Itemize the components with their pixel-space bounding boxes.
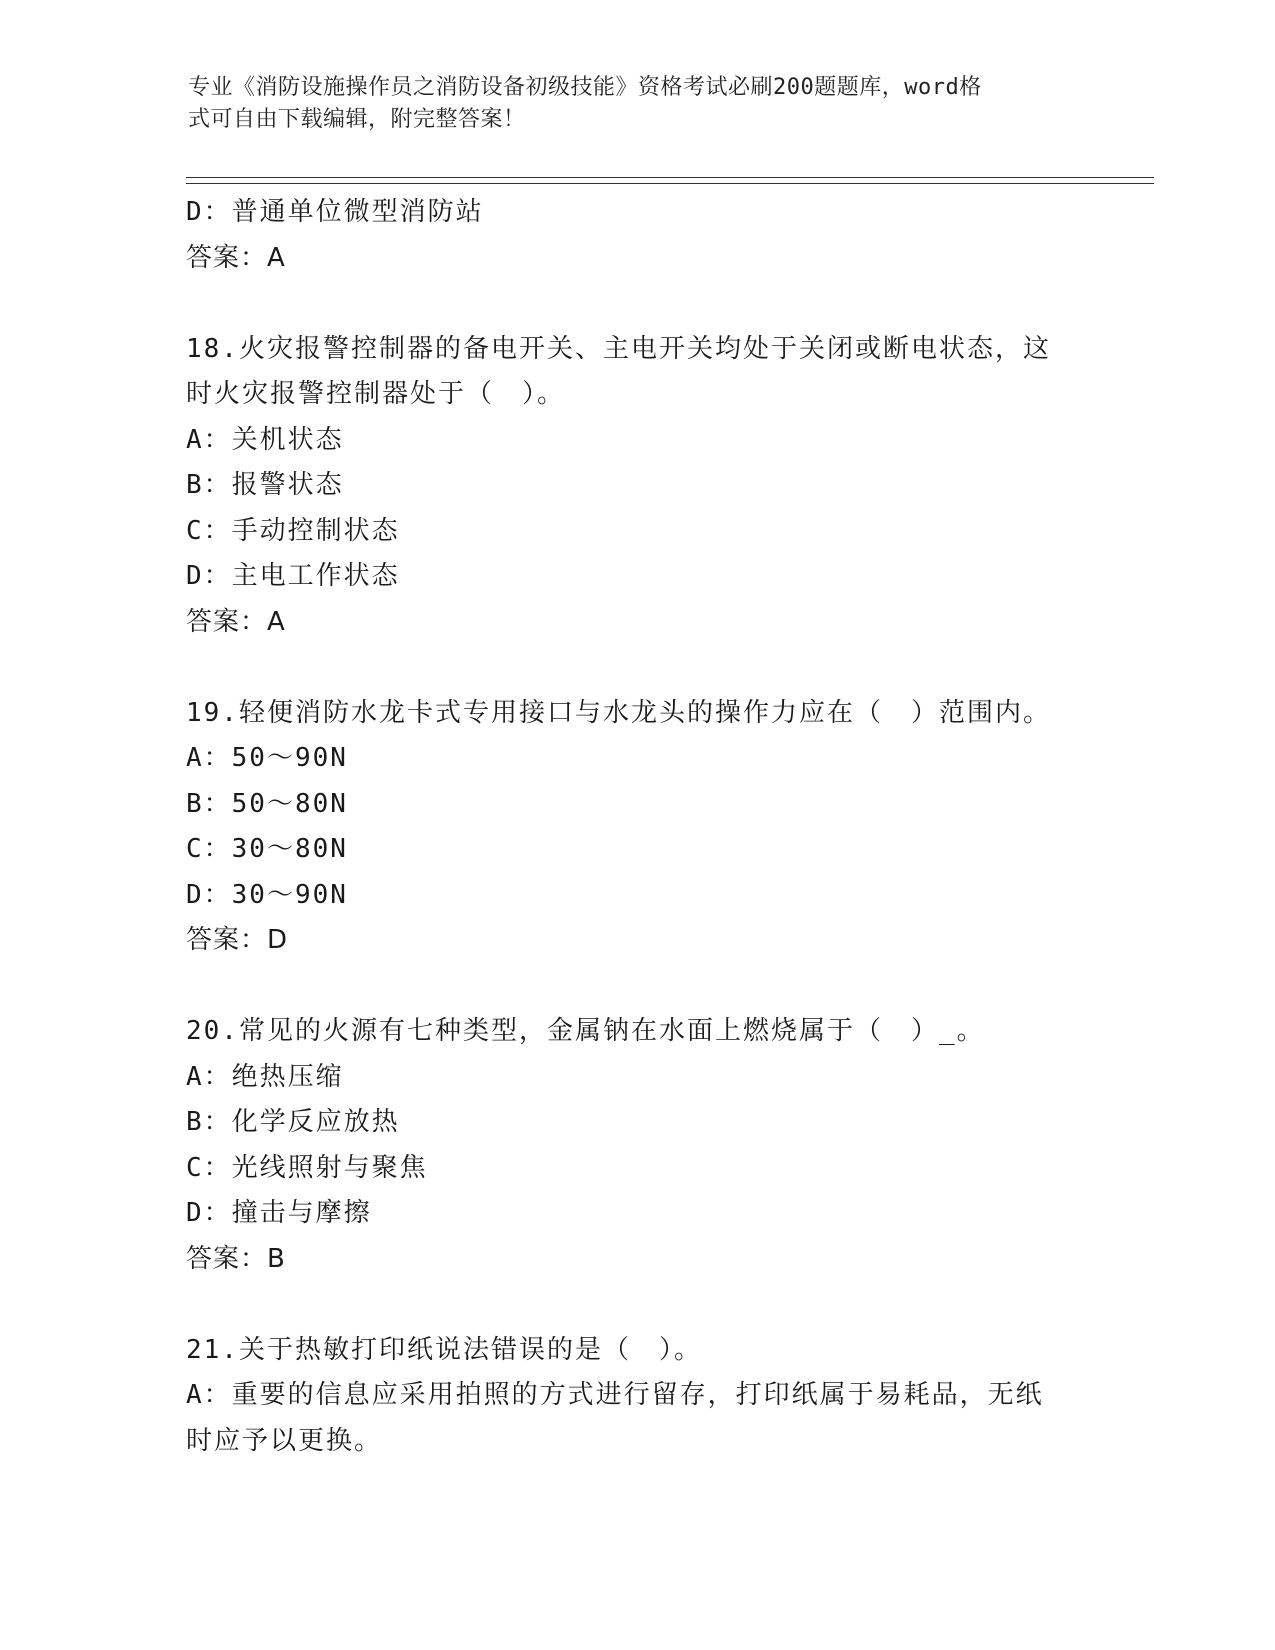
question-19-option-c: C：30～80N bbox=[186, 834, 348, 864]
spacer bbox=[186, 645, 1086, 691]
question-19-stem: 19.轻便消防水龙卡式专用接口与水龙头的操作力应在（ ）范围内。 bbox=[186, 697, 1051, 728]
spacer bbox=[186, 1282, 1086, 1328]
prev-question-answer: 答案：A bbox=[186, 242, 286, 273]
header-line-1: 专业《消防设施操作员之消防设备初级技能》资格考试必刷200题题库，word格 bbox=[188, 75, 982, 100]
document-header bbox=[188, 72, 1068, 136]
question-20-answer: 答案：B bbox=[186, 1243, 286, 1274]
question-19-answer: 答案：D bbox=[186, 925, 289, 955]
question-18-option-b: B：报警状态 bbox=[186, 470, 344, 500]
question-18-stem-line-2: 时火灾报警控制器处于（ ）。 bbox=[186, 379, 566, 409]
header-divider-bottom bbox=[186, 183, 1154, 184]
question-20-option-d: D：撞击与摩擦 bbox=[186, 1198, 372, 1228]
question-list bbox=[186, 190, 1086, 1464]
question-18-option-d: D：主电工作状态 bbox=[186, 561, 400, 591]
question-18-option-c: C：手动控制状态 bbox=[186, 515, 400, 546]
question-18-option-a: A：关机状态 bbox=[186, 424, 344, 455]
question-21-stem: 21.关于热敏打印纸说法错误的是（ ）。 bbox=[186, 1334, 702, 1365]
question-19-option-d: D：30～90N bbox=[186, 879, 348, 910]
header-divider-top bbox=[186, 177, 1154, 178]
question-20-option-a: A：绝热压缩 bbox=[186, 1061, 344, 1092]
spacer bbox=[186, 281, 1086, 327]
question-20-option-b: B：化学反应放热 bbox=[186, 1107, 400, 1137]
question-19-option-a: A：50～90N bbox=[186, 743, 348, 773]
question-20-stem: 20.常见的火源有七种类型，金属钠在水面上燃烧属于（ ）_。 bbox=[186, 1016, 985, 1046]
header-line-2: 式可自由下载编辑，附完整答案！ bbox=[188, 107, 526, 132]
question-18-answer: 答案：A bbox=[186, 606, 286, 637]
question-21-option-a-line-2: 时应予以更换。 bbox=[186, 1425, 383, 1456]
prev-question-option-d: D：普通单位微型消防站 bbox=[186, 197, 484, 227]
question-18-stem-line-1: 18.火灾报警控制器的备电开关、主电开关均处于关闭或断电状态，这 bbox=[186, 333, 1051, 364]
question-20-option-c: C：光线照射与聚焦 bbox=[186, 1152, 428, 1183]
question-19-option-b: B：50～80N bbox=[186, 788, 348, 819]
spacer bbox=[186, 964, 1086, 1010]
question-21-option-a-line-1: A：重要的信息应采用拍照的方式进行留存，打印纸属于易耗品，无纸 bbox=[186, 1380, 1044, 1410]
